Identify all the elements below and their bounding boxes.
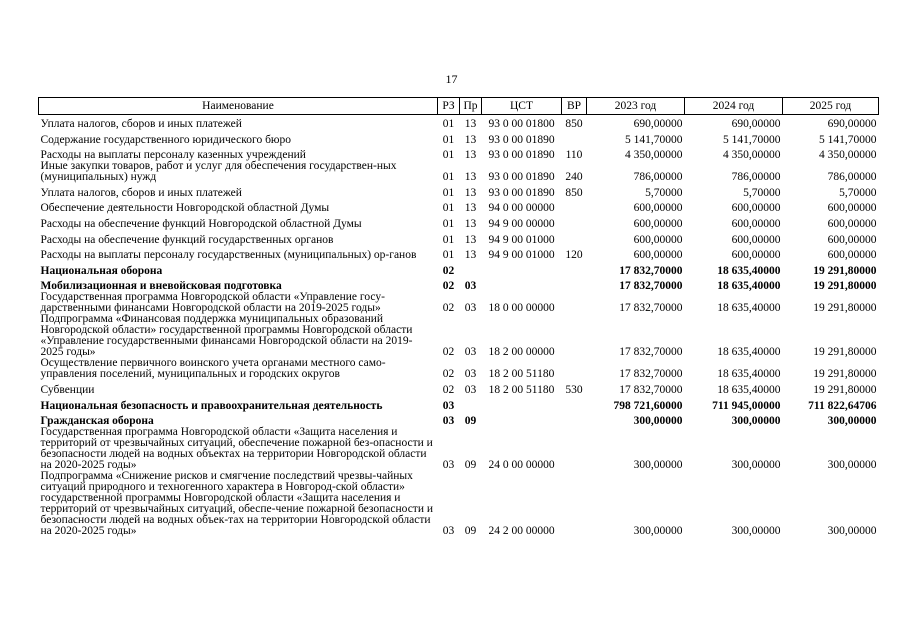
cell-rz: 03 [442, 415, 455, 428]
cell-2023: 786,00000 [633, 171, 683, 184]
cell-name: Уплата налогов, сборов и иных платежей [40, 186, 242, 199]
table-row [39, 380, 879, 396]
cell-pr: 13 [464, 133, 477, 146]
cell-rz: 01 [442, 233, 455, 246]
cell-vr [562, 261, 587, 277]
cell-2025: 5 141,70000 [819, 133, 877, 146]
cell-name: Субвенции [40, 384, 95, 397]
cell-2024: 300,00000 [731, 459, 781, 472]
cell-cst [482, 396, 562, 412]
cell-name: Подпрограмма «Финансовая поддержка муниципальных образований Новгородской области» государственной программы Новгородской области «Управление государственными финансами Новгородской области на 2019-2025 годы» [40, 313, 413, 359]
cell-name: Гражданская оборона [40, 415, 154, 428]
cell-2025: 690,00000 [827, 118, 877, 131]
table-row [39, 115, 879, 131]
cell-2025: 600,00000 [827, 202, 877, 215]
table-row [39, 130, 879, 146]
cell-pr: 03 [464, 368, 477, 381]
cell-vr: 850 [565, 118, 583, 131]
cell-2025: 300,00000 [827, 415, 877, 428]
cell-name: Содержание государственного юридического бюро [40, 133, 292, 146]
cell-name: Уплата налогов, сборов и иных платежей [40, 118, 242, 131]
cell-2024: 600,00000 [731, 218, 781, 231]
cell-pr: 03 [464, 280, 477, 293]
cell-name: Иные закупки товаров, работ и услуг для обеспечения государствен-ных (муниципальных) нужд [40, 160, 397, 184]
cell-rz: 01 [442, 149, 455, 162]
cell-name: Расходы на выплаты персоналу казенных учреждений [40, 149, 306, 162]
cell-pr: 03 [464, 384, 477, 397]
cell-cst: 94 9 00 00000 [488, 218, 555, 231]
table-row [39, 314, 879, 358]
budget-table [38, 97, 879, 537]
cell-name: Государственная программа Новгородской области «Управление госу-дарственными финансами Новгородской области на 2019-2025 годы» [40, 291, 385, 315]
cell-2025: 711 822,64706 [808, 399, 877, 412]
cell-vr [562, 471, 587, 537]
cell-2023: 17 832,70000 [619, 346, 683, 359]
cell-rz: 01 [442, 218, 455, 231]
cell-2025: 19 291,80000 [813, 280, 877, 293]
cell-2025: 5,70000 [839, 186, 877, 199]
table-header [39, 98, 879, 115]
cell-rz: 02 [442, 302, 455, 315]
cell-2023: 5 141,70000 [625, 133, 683, 146]
cell-cst: 94 0 00 00000 [488, 202, 555, 215]
table-row [39, 199, 879, 215]
cell-vr [562, 396, 587, 412]
header-2023: 2023 год [587, 98, 685, 115]
cell-2024: 18 635,40000 [717, 368, 781, 381]
table-row [39, 427, 879, 471]
cell-vr [562, 130, 587, 146]
cell-name: Национальная безопасность и правоохранительная деятельность [40, 399, 383, 412]
cell-pr: 13 [464, 218, 477, 231]
cell-2024: 711 945,00000 [712, 399, 781, 412]
table-row [39, 358, 879, 380]
table-body [39, 115, 879, 538]
cell-cst: 18 0 00 00000 [488, 302, 555, 315]
cell-cst: 93 0 00 01890 [488, 133, 555, 146]
cell-vr: 240 [565, 171, 583, 184]
cell-vr [562, 427, 587, 471]
cell-2023: 600,00000 [633, 218, 683, 231]
header-pr: Пр [460, 98, 482, 115]
cell-2024: 18 635,40000 [717, 346, 781, 359]
cell-rz: 01 [442, 118, 455, 131]
cell-2025: 300,00000 [827, 525, 877, 538]
cell-2024: 600,00000 [731, 233, 781, 246]
cell-2025: 19 291,80000 [813, 264, 877, 277]
cell-vr [562, 214, 587, 230]
cell-vr: 110 [565, 149, 583, 162]
cell-pr: 13 [464, 202, 477, 215]
cell-pr: 03 [464, 302, 477, 315]
header-rz: РЗ [438, 98, 460, 115]
cell-2025: 300,00000 [827, 459, 877, 472]
cell-2025: 19 291,80000 [813, 346, 877, 359]
cell-pr [460, 261, 482, 277]
cell-2025: 4 350,00000 [819, 149, 877, 162]
cell-2023: 798 721,60000 [613, 399, 683, 412]
cell-pr: 09 [464, 459, 477, 472]
cell-name: Осуществление первичного воинского учета органами местного само-управления поселений, муниципальных и городских округов [40, 357, 386, 381]
cell-vr [562, 230, 587, 246]
table-row [39, 412, 879, 428]
cell-2023: 17 832,70000 [619, 280, 683, 293]
cell-pr: 13 [464, 249, 477, 262]
cell-cst: 94 9 00 01000 [488, 249, 555, 262]
cell-2023: 690,00000 [633, 118, 683, 131]
cell-cst: 18 2 00 51180 [488, 368, 555, 381]
cell-cst: 24 0 00 00000 [488, 459, 555, 472]
cell-2023: 17 832,70000 [619, 368, 683, 381]
cell-vr [562, 199, 587, 215]
cell-vr [562, 292, 587, 314]
cell-cst: 93 0 00 01890 [488, 171, 555, 184]
cell-vr [562, 314, 587, 358]
cell-cst: 93 0 00 01890 [488, 186, 555, 199]
cell-name: Расходы на обеспечение функций государственных органов [40, 233, 334, 246]
cell-rz: 02 [442, 264, 455, 277]
cell-2024: 4 350,00000 [723, 149, 781, 162]
cell-2024: 600,00000 [731, 202, 781, 215]
cell-2025: 19 291,80000 [813, 302, 877, 315]
cell-2025: 19 291,80000 [813, 368, 877, 381]
cell-vr: 850 [565, 186, 583, 199]
cell-name: Национальная оборона [40, 264, 163, 277]
cell-2025: 600,00000 [827, 233, 877, 246]
cell-2025: 600,00000 [827, 218, 877, 231]
cell-cst: 18 2 00 51180 [488, 384, 555, 397]
cell-2023: 17 832,70000 [619, 384, 683, 397]
table-row [39, 292, 879, 314]
cell-rz: 01 [442, 186, 455, 199]
table-row [39, 261, 879, 277]
cell-vr: 530 [565, 384, 583, 397]
cell-name: Государственная программа Новгородской области «Защита населения и территорий от чрезвычайных ситуаций, обеспечение пожарной без-опасности и безопасности людей на водных объектах на территории Новгородской области на 2020-2025 годы» [40, 426, 433, 472]
cell-pr: 13 [464, 233, 477, 246]
cell-cst [482, 261, 562, 277]
cell-pr: 13 [464, 118, 477, 131]
table-row [39, 471, 879, 537]
cell-2024: 18 635,40000 [717, 280, 781, 293]
cell-2023: 4 350,00000 [625, 149, 683, 162]
cell-2025: 786,00000 [827, 171, 877, 184]
cell-pr: 09 [464, 415, 477, 428]
header-vr: ВР [562, 98, 587, 115]
page-number: 17 [445, 72, 458, 86]
cell-rz: 03 [442, 399, 455, 412]
cell-2023: 600,00000 [633, 202, 683, 215]
cell-2024: 18 635,40000 [717, 384, 781, 397]
cell-2024: 18 635,40000 [717, 302, 781, 315]
cell-vr [562, 277, 587, 293]
cell-rz: 03 [442, 525, 455, 538]
cell-2023: 300,00000 [633, 459, 683, 472]
cell-2023: 300,00000 [633, 415, 683, 428]
cell-rz: 01 [442, 171, 455, 184]
cell-2025: 19 291,80000 [813, 384, 877, 397]
table-row [39, 183, 879, 199]
cell-2023: 300,00000 [633, 525, 683, 538]
header-2025: 2025 год [783, 98, 879, 115]
cell-cst [482, 412, 562, 428]
cell-cst: 18 2 00 00000 [488, 346, 555, 359]
cell-pr: 13 [464, 171, 477, 184]
cell-2023: 600,00000 [633, 233, 683, 246]
cell-rz: 02 [442, 346, 455, 359]
cell-2025: 600,00000 [827, 249, 877, 262]
cell-rz: 01 [442, 202, 455, 215]
cell-pr: 03 [464, 346, 477, 359]
cell-rz: 02 [442, 368, 455, 381]
cell-2023: 600,00000 [633, 249, 683, 262]
table-row [39, 277, 879, 293]
cell-2024: 600,00000 [731, 249, 781, 262]
cell-rz: 02 [442, 384, 455, 397]
cell-pr: 13 [464, 186, 477, 199]
cell-vr [562, 358, 587, 380]
table-row [39, 396, 879, 412]
cell-name: Расходы на выплаты персоналу государственных (муниципальных) ор-ганов [40, 249, 417, 262]
cell-rz: 01 [442, 133, 455, 146]
cell-2024: 5 141,70000 [723, 133, 781, 146]
cell-vr [562, 412, 587, 428]
cell-2024: 5,70000 [743, 186, 781, 199]
cell-2024: 786,00000 [731, 171, 781, 184]
cell-name: Мобилизационная и вневойсковая подготовка [40, 280, 282, 293]
cell-pr: 13 [464, 149, 477, 162]
cell-2023: 5,70000 [645, 186, 683, 199]
cell-cst: 24 2 00 00000 [488, 525, 555, 538]
cell-2024: 300,00000 [731, 415, 781, 428]
cell-pr: 09 [464, 525, 477, 538]
cell-pr [460, 396, 482, 412]
header-cst: ЦСТ [482, 98, 562, 115]
cell-2024: 18 635,40000 [717, 264, 781, 277]
cell-rz: 01 [442, 249, 455, 262]
cell-cst [482, 277, 562, 293]
header-row [39, 98, 879, 115]
cell-cst: 93 0 00 01890 [488, 149, 555, 162]
cell-2023: 17 832,70000 [619, 302, 683, 315]
cell-cst: 93 0 00 01800 [488, 118, 555, 131]
table-row [39, 246, 879, 262]
cell-name: Расходы на обеспечение функций Новгородской областной Думы [40, 218, 362, 231]
cell-rz: 03 [442, 459, 455, 472]
cell-name: Обеспечение деятельности Новгородской областной Думы [40, 202, 330, 215]
cell-vr: 120 [565, 249, 583, 262]
header-name: Наименование [39, 98, 438, 115]
table-row [39, 214, 879, 230]
cell-2023: 17 832,70000 [619, 264, 683, 277]
cell-name: Подпрограмма «Снижение рисков и смягчение последствий чрезвы-чайных ситуаций природного и техногенного характера в Новгород-ской области» государственной программы Новгородской области «Защита населения и территорий от чрезвычайных ситуаций, обеспе-чение пожарной безопасности и безопасности людей на водных объек-тах на территории Новгородской области на 2020-2025 годы» [40, 470, 434, 538]
table-row [39, 146, 879, 162]
cell-2024: 300,00000 [731, 525, 781, 538]
table-row [39, 161, 879, 183]
header-2024: 2024 год [685, 98, 783, 115]
cell-cst: 94 9 00 01000 [488, 233, 555, 246]
table-row [39, 230, 879, 246]
cell-rz: 02 [442, 280, 455, 293]
cell-2024: 690,00000 [731, 118, 781, 131]
